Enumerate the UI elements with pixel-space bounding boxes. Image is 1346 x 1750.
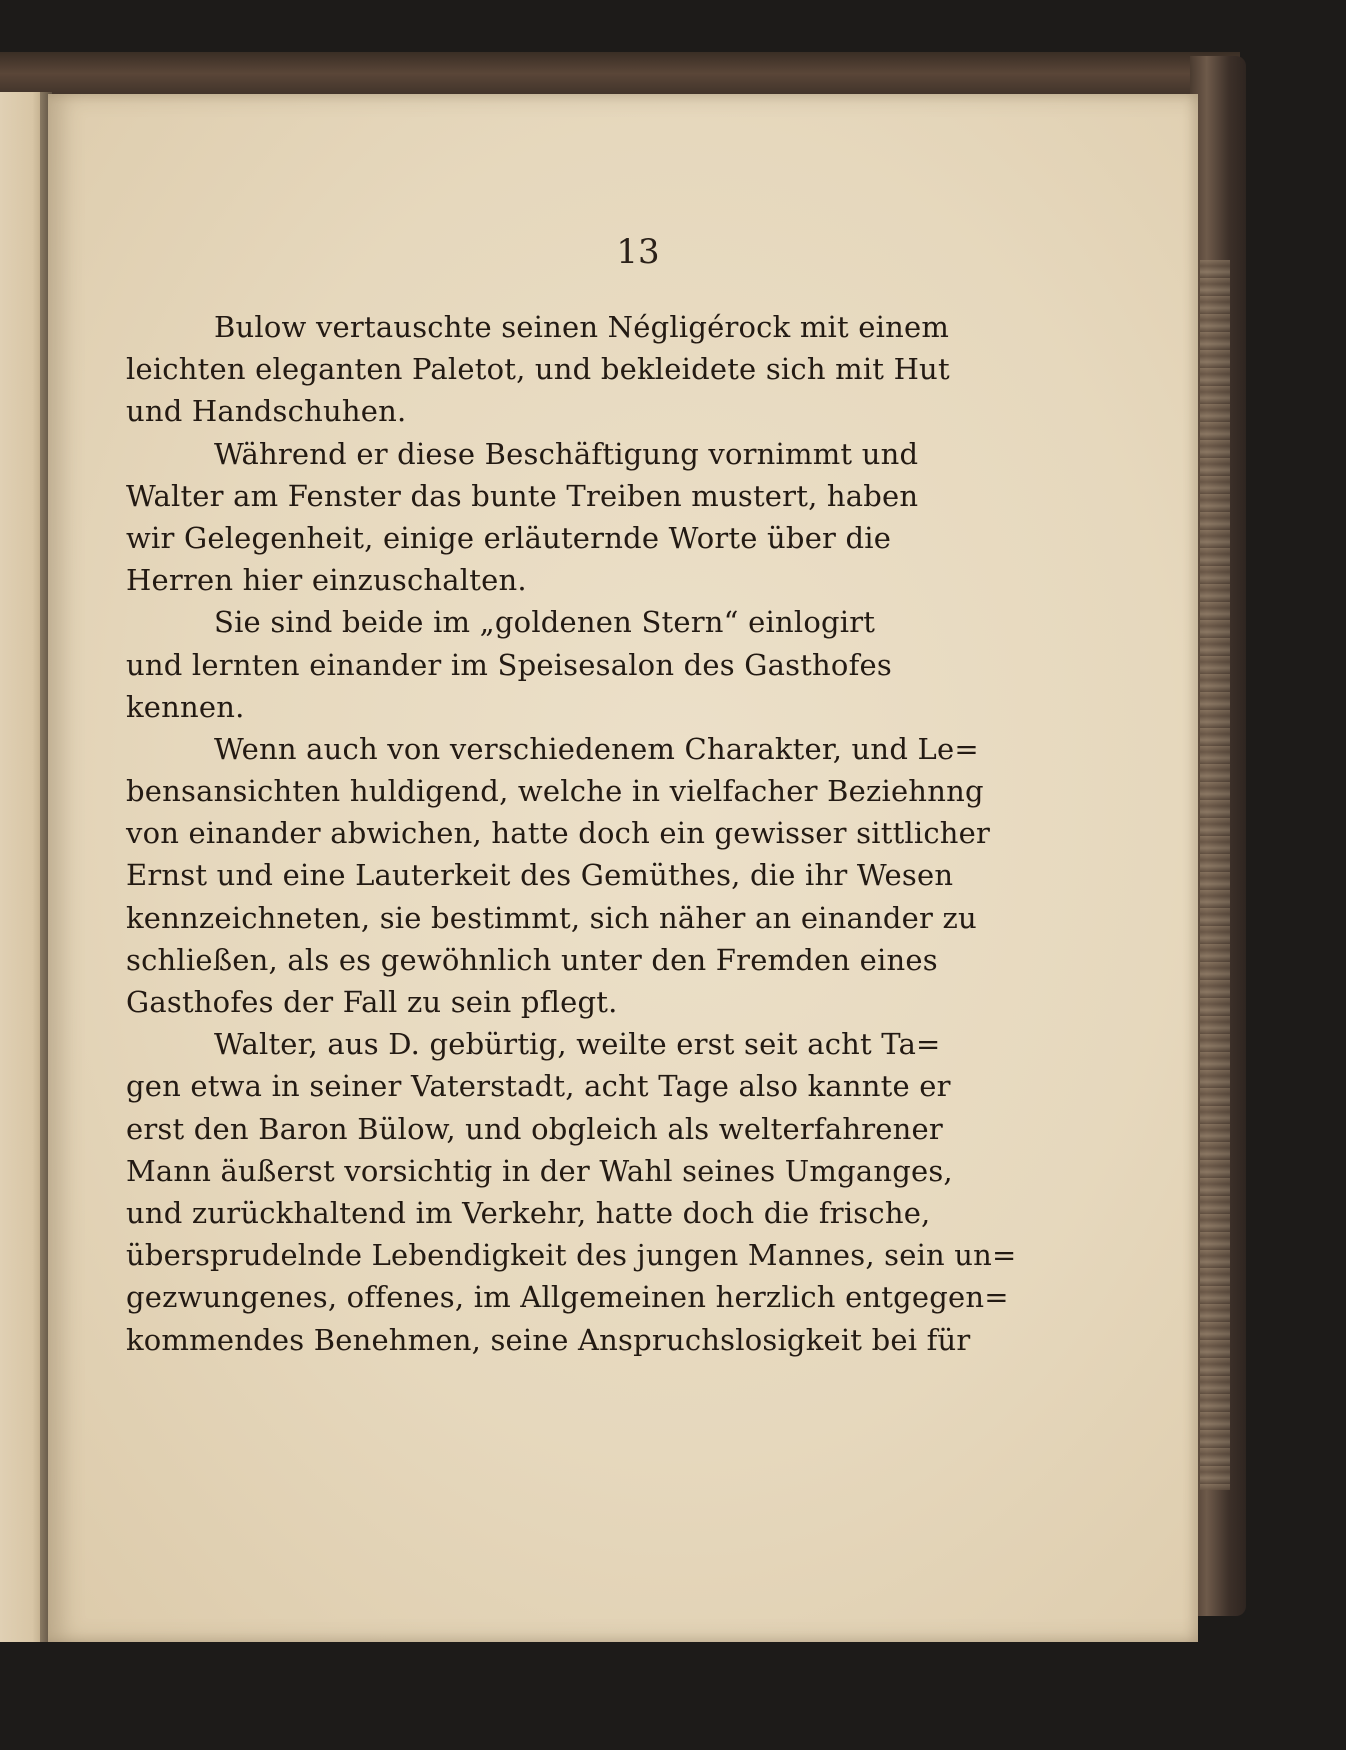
text-line: Während er diese Beschäftigung vornimmt und [214, 436, 919, 471]
text-line: Gasthofes der Fall zu sein pflegt. [126, 985, 618, 1019]
text-line: kennen. [126, 689, 245, 724]
page-number: 13 [616, 232, 660, 272]
cover-texture [1200, 260, 1230, 1490]
text-line: und Handschuhen. [126, 394, 407, 429]
text-line: von einander abwichen, hatte doch ein gewisser sittlicher [126, 816, 991, 851]
text-line: Wenn auch von verschiedenem Charakter, und Le= [214, 731, 979, 766]
text-line: kennzeichneten, sie bestimmt, sich näher an einander zu [126, 900, 977, 935]
text-line: und lernten einander im Speisesalon des Gasthofes [126, 647, 892, 682]
text-line: schließen, als es gewöhnlich unter den Fremden eines [126, 942, 938, 977]
text-line: bensansichten huldigend, welche in vielfacher Beziehnng [126, 774, 984, 809]
book-page [48, 94, 1198, 1642]
text-line: Herren hier einzuschalten. [126, 563, 527, 598]
body-text [126, 306, 1016, 1361]
text-line: kommendes Benehmen, seine Anspruchslosigkeit bei für [126, 1322, 971, 1357]
text-line: wir Gelegenheit, einige erläuternde Worte über die [126, 520, 892, 555]
text-line: Sie sind beide im „goldenen Stern“ einlogirt [214, 605, 876, 640]
text-line: Ernst und eine Lauterkeit des Gemüthes, die ihr Wesen [126, 858, 954, 893]
text-line: gen etwa in seiner Vaterstadt, acht Tage also kannte er [126, 1069, 951, 1104]
text-line: Walter am Fenster das bunte Treiben mustert, haben [126, 478, 919, 513]
text-line: leichten eleganten Paletot, und bekleidete sich mit Hut [126, 352, 950, 387]
text-line: Walter, aus D. gebürtig, weilte erst seit acht Ta= [214, 1027, 941, 1062]
text-line: erst den Baron Bülow, und obgleich als welterfahrener [126, 1111, 943, 1146]
text-line: Bulow vertauschte seinen Négligérock mit einem [214, 310, 950, 344]
text-line: gezwungenes, offenes, im Allgemeinen herzlich entgegen= [126, 1280, 1009, 1315]
text-line: Mann äußerst vorsichtig in der Wahl seines Umganges, [126, 1153, 953, 1188]
text-line: und zurückhaltend im Verkehr, hatte doch die frische, [126, 1195, 931, 1230]
text-line: übersprudelnde Lebendigkeit des jungen Mannes, sein un= [126, 1238, 1017, 1273]
